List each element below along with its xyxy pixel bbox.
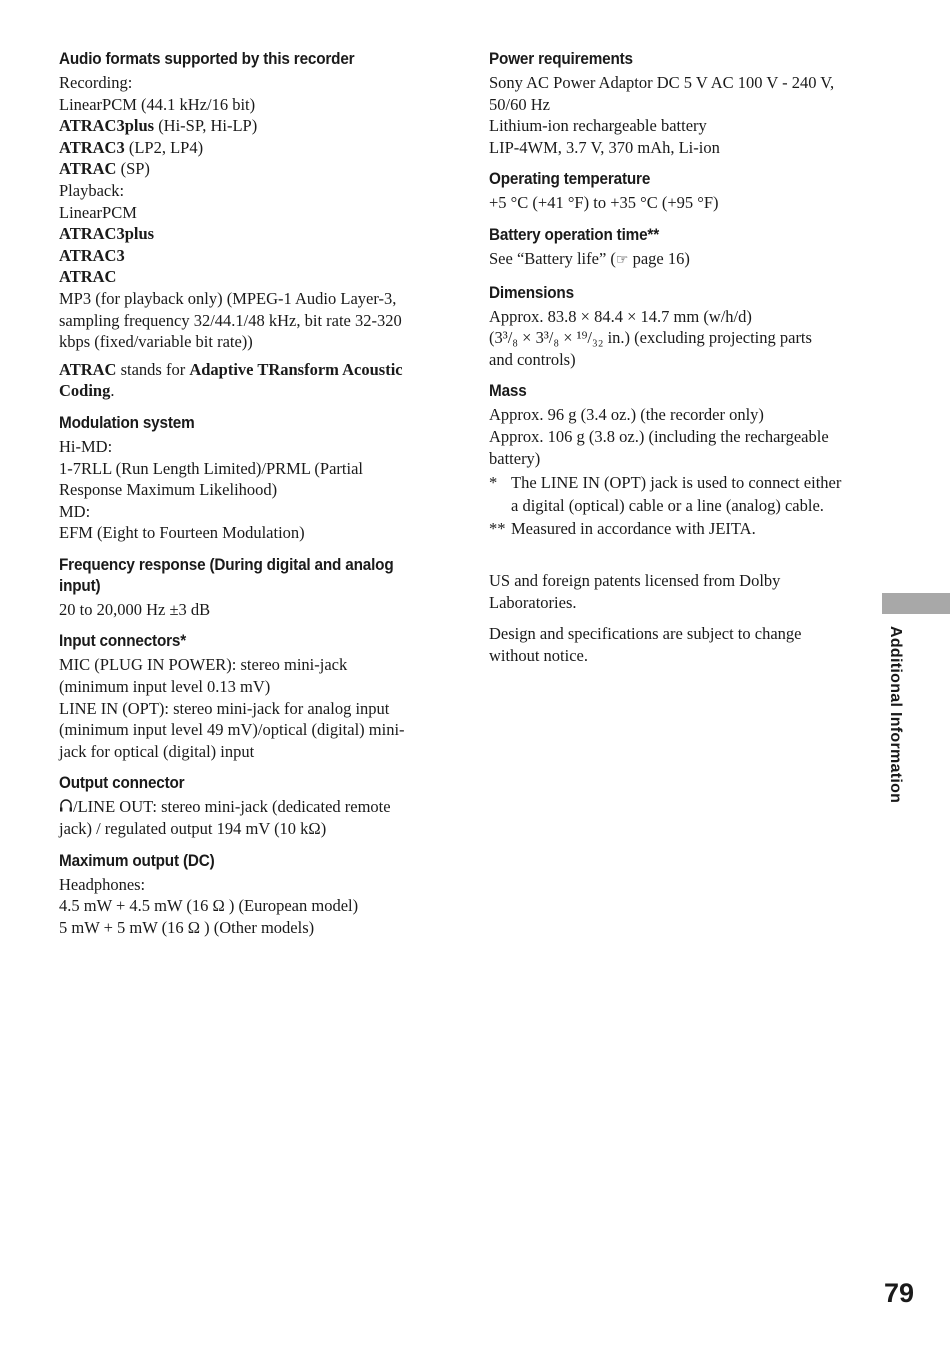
- atrac3plus-playback: [59, 223, 444, 245]
- mp3-line-2: sampling frequency 32/44.1/48 kHz, bit rate 32-320: [59, 310, 402, 330]
- atrac3-playback: [59, 245, 444, 267]
- heading-input-connectors: Input connectors*: [59, 631, 186, 651]
- output-line-1-text: /LINE OUT: stereo mini-jack (dedicated remote: [73, 797, 391, 817]
- heading-modulation: Modulation system: [59, 412, 195, 432]
- power-line-1: Sony AC Power Adaptor DC 5 V AC 100 V - 240 V,: [489, 73, 835, 92]
- atrac-definition-expansion: Adaptive TRansform Acoustic: [189, 359, 403, 379]
- footnote-1: [489, 471, 874, 517]
- patents-line-1: US and foreign patents licensed from Dolby: [489, 571, 781, 591]
- atrac3-modes: (LP2, LP4): [124, 137, 204, 157]
- heading-frequency-line-2: input): [59, 575, 101, 595]
- atrac-recording: [59, 158, 444, 180]
- dimensions-line-3: and controls): [489, 349, 576, 369]
- atrac3plus-playback-bold: ATRAC3plus: [59, 224, 155, 244]
- footnote-1-line-1: The LINE IN (OPT) jack is used to connect either: [511, 473, 842, 493]
- mass-line-1: Approx. 96 g (3.4 oz.) (the recorder only): [489, 405, 764, 425]
- mass-line-3: battery): [489, 448, 541, 468]
- section-mass: [489, 380, 874, 540]
- left-column: [59, 48, 444, 948]
- side-tab-label: Additional Information: [887, 626, 904, 804]
- footnote-2: [489, 517, 874, 540]
- battery-reference-text: See “Battery life” (: [489, 248, 616, 268]
- atrac3plus-modes: (Hi-SP, Hi-LP): [154, 116, 258, 136]
- footnote-1-text: [511, 471, 841, 517]
- design-line-2: without notice.: [489, 645, 588, 665]
- reference-pointer-icon: ☞: [615, 251, 629, 268]
- design-line-1: Design and specifications are subject to change: [489, 624, 802, 644]
- recording-label: Recording:: [59, 73, 133, 92]
- section-input-connectors: [59, 630, 444, 762]
- heading-power: Power requirements: [489, 49, 633, 68]
- heading-frequency-line-1: Frequency response (During digital and analog: [59, 554, 394, 574]
- heading-output-connector: Output connector: [59, 773, 185, 793]
- heading-frequency: [59, 554, 444, 596]
- max-output-line-2: 5 mW + 5 mW (16 Ω ) (Other models): [59, 917, 315, 937]
- output-line-2: jack) / regulated output 194 mV (10 kΩ): [59, 819, 327, 839]
- atrac3-recording: [59, 137, 444, 159]
- footnote-2-text: Measured in accordance with JEITA.: [511, 519, 756, 539]
- heading-maximum-output: Maximum output (DC): [59, 850, 215, 870]
- mp3-line-3: kbps (fixed/variable bit rate)): [59, 332, 253, 352]
- heading-dimensions: Dimensions: [489, 282, 574, 302]
- section-battery: [489, 224, 874, 272]
- atrac3-bold: ATRAC3: [59, 137, 125, 157]
- atrac3-playback-bold: ATRAC3: [59, 245, 125, 265]
- power-line-4: LIP-4WM, 3.7 V, 370 mAh, Li-ion: [489, 137, 720, 157]
- linear-pcm-recording: LinearPCM (44.1 kHz/16 bit): [59, 94, 256, 114]
- page-number: 79: [883, 1278, 914, 1308]
- atrac3plus-bold: ATRAC3plus: [59, 116, 155, 136]
- battery-page-reference: page 16): [628, 248, 690, 268]
- footnote-2-mark: **: [489, 519, 506, 539]
- max-output-line-1: 4.5 mW + 4.5 mW (16 Ω ) (European model): [59, 896, 359, 916]
- footnote-1-line-2: a digital (optical) cable or a line (analog) cable.: [511, 496, 824, 516]
- heading-temperature: Operating temperature: [489, 169, 651, 189]
- md-label: MD:: [59, 501, 91, 521]
- mp3-line-1: MP3 (for playback only) (MPEG-1 Audio Layer-3,: [59, 288, 397, 308]
- dimensions-line-1: Approx. 83.8 × 84.4 × 14.7 mm (w/h/d): [489, 306, 752, 326]
- frequency-value: 20 to 20,000 Hz ±3 dB: [59, 599, 211, 619]
- atrac-playback-bold: ATRAC: [59, 267, 117, 287]
- atrac-playback: [59, 266, 444, 288]
- mass-line-2: Approx. 106 g (3.8 oz.) (including the rechargeable: [489, 426, 829, 446]
- playback-label: Playback:: [59, 180, 125, 200]
- section-temperature: [489, 168, 874, 214]
- right-column: [489, 48, 874, 677]
- atrac-definition-connector: stands for: [116, 359, 190, 379]
- atrac3plus-recording: [59, 115, 444, 137]
- input-line-4: (minimum input level 49 mV)/optical (digital) mini-: [59, 720, 405, 740]
- input-line-3: LINE IN (OPT): stereo mini-jack for analog input: [59, 698, 390, 718]
- atrac-definition-expansion-end: Coding: [59, 381, 111, 401]
- atrac-definition-line-1: [59, 359, 444, 381]
- md-line: EFM (Eight to Fourteen Modulation): [59, 523, 305, 543]
- atrac-definition-term: ATRAC: [59, 359, 117, 379]
- input-line-5: jack for optical (digital) input: [59, 741, 255, 761]
- patents-line-2: Laboratories.: [489, 592, 577, 612]
- section-patents: [489, 570, 874, 613]
- atrac-definition-line-2: [59, 380, 444, 402]
- heading-audio-formats: Audio formats supported by this recorder: [59, 49, 355, 68]
- section-audio-formats: [59, 48, 444, 402]
- section-maximum-output: [59, 850, 444, 939]
- section-power: [489, 48, 874, 158]
- headphones-label: Headphones:: [59, 874, 146, 894]
- atrac-definition-period: .: [110, 381, 115, 401]
- himd-line-2: Response Maximum Likelihood): [59, 480, 278, 500]
- input-line-1: MIC (PLUG IN POWER): stereo mini-jack: [59, 655, 348, 675]
- power-line-3: Lithium-ion rechargeable battery: [489, 116, 707, 136]
- himd-line-1: 1-7RLL (Run Length Limited)/PRML (Partial: [59, 458, 363, 478]
- heading-battery: Battery operation time**: [489, 224, 659, 244]
- heading-mass: Mass: [489, 381, 527, 401]
- section-design-notice: [489, 623, 874, 666]
- power-line-2: 50/60 Hz: [489, 94, 550, 114]
- himd-label: Hi-MD:: [59, 436, 113, 456]
- output-line-1: [59, 796, 444, 818]
- side-tab-bar: [882, 593, 950, 614]
- section-frequency: [59, 554, 444, 621]
- atrac-bold: ATRAC: [59, 159, 117, 179]
- battery-line: [489, 248, 874, 272]
- section-dimensions: [489, 282, 874, 371]
- section-output-connector: [59, 772, 444, 839]
- input-line-2: (minimum input level 0.13 mV): [59, 677, 271, 697]
- headphone-icon: [59, 797, 73, 816]
- linear-pcm-playback: LinearPCM: [59, 202, 137, 222]
- footnote-1-mark: *: [489, 473, 498, 493]
- temperature-value: +5 °C (+41 °F) to +35 °C (+95 °F): [489, 193, 719, 213]
- section-modulation: [59, 412, 444, 544]
- atrac-modes: (SP): [116, 159, 150, 179]
- dimensions-line-2: (3³/₈ × 3³/₈ × ¹⁹/₃₂ in.) (excluding projecting parts: [489, 328, 812, 348]
